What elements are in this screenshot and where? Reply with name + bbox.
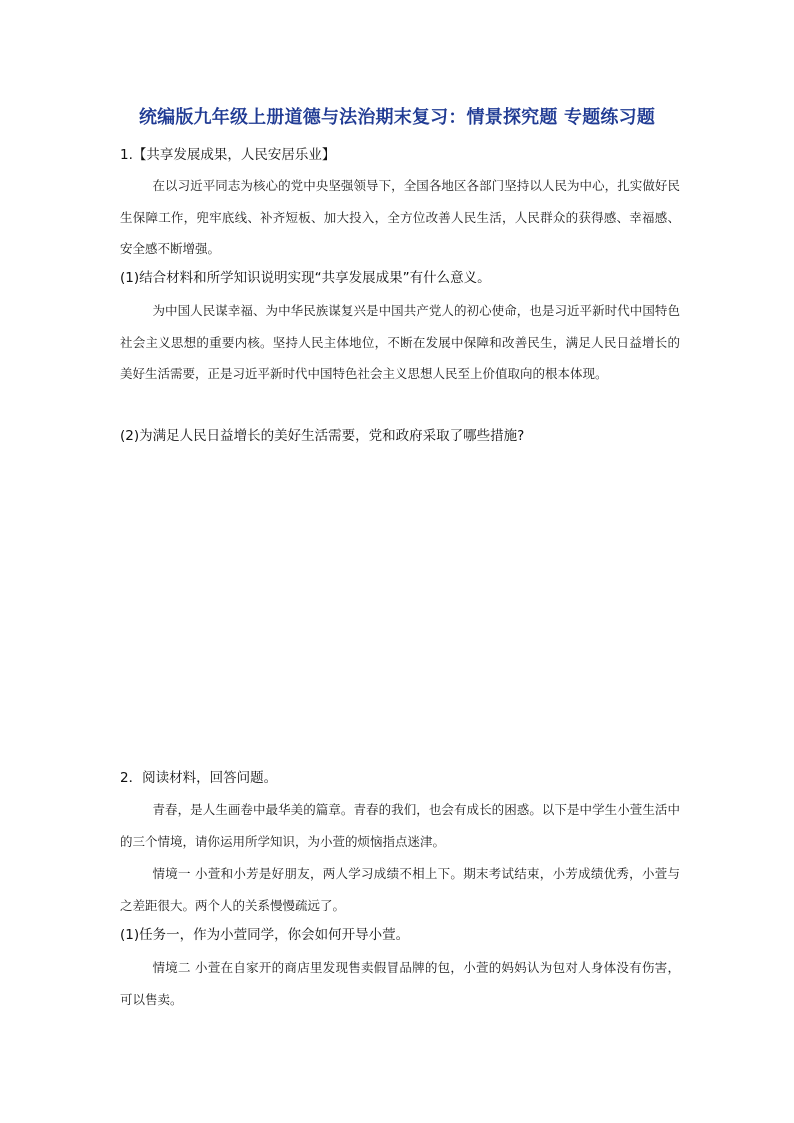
question-1-heading: 1.【共享发展成果，人民安居乐业】: [120, 147, 336, 163]
question-2-scene-2-text: 情境二 小萱在自家开的商店里发现售卖假冒品牌的包，小萱的妈妈认为包对人身体没有伤害，可以售卖。: [120, 960, 680, 1007]
question-2-scene-1: [120, 858, 680, 921]
question-1-answer-1: [120, 295, 680, 390]
question-2-scene-1-text: 情境一 小萱和小芳是好朋友，两人学习成绩不相上下。期末考试结束，小芳成绩优秀，小萱与之差距很大。两个人的关系慢慢疏远了。: [120, 866, 680, 913]
question-1-sub-1: (1)结合材料和所学知识说明实现“共享发展成果”有什么意义。: [120, 270, 491, 286]
question-1-material: [120, 170, 680, 265]
question-2-heading: 2．阅读材料，回答问题。: [120, 770, 278, 786]
question-2-sub-1: (1)任务一，作为小萱同学，你会如何开导小萱。: [120, 927, 410, 943]
question-2-scene-2: [120, 952, 680, 1015]
question-1-answer-1-text: 为中国人民谋幸福、为中华民族谋复兴是中国共产党人的初心使命，也是习近平新时代中国特色社会主义思想的重要内核。坚持人民主体地位，不断在发展中保障和改善民生，满足人民日益增长的美好生活需要，正是习近平新时代中国特色社会主义思想人民至上价值取向的根本体现。: [120, 303, 680, 381]
document-title: 统编版九年级上册道德与法治期末复习：情景探究题 专题练习题: [138, 107, 656, 128]
question-2-intro-text: 青春，是人生画卷中最华美的篇章。青春的我们，也会有成长的困惑。以下是中学生小萱生活中的三个情境，请你运用所学知识，为小萱的烦恼指点迷津。: [120, 802, 680, 849]
question-1-sub-2: (2)为满足人民日益增长的美好生活需要，党和政府采取了哪些措施?: [120, 428, 525, 444]
question-1-material-text: 在以习近平同志为核心的党中央坚强领导下，全国各地区各部门坚持以人民为中心，扎实做好民生保障工作，兜牢底线、补齐短板、加大投入，全方位改善人民生活，人民群众的获得感、幸福感、安全感不断增强。: [120, 178, 680, 256]
question-2-intro: [120, 794, 680, 857]
